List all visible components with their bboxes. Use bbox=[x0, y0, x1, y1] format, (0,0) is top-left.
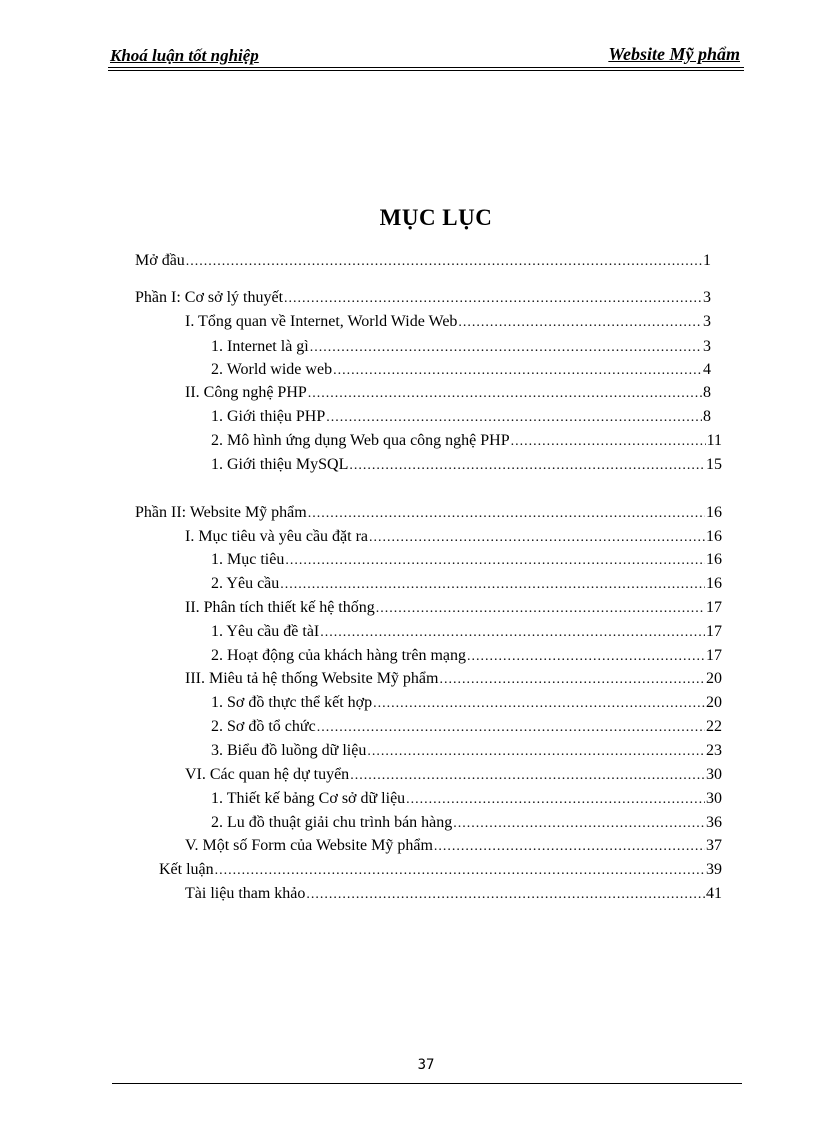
toc-leader-dots bbox=[320, 625, 705, 641]
toc-entry bbox=[211, 361, 711, 383]
toc-entry bbox=[185, 670, 722, 692]
toc-leader-dots bbox=[511, 434, 706, 450]
toc-leader-dots bbox=[373, 696, 705, 712]
toc-entry-label: I. Tổng quan về Internet, World Wide Web bbox=[185, 313, 458, 330]
toc-entry-page: 3 bbox=[703, 338, 711, 355]
toc-entry bbox=[185, 528, 722, 550]
toc-entry bbox=[211, 742, 722, 764]
page-number: 37 bbox=[417, 1057, 435, 1073]
toc-leader-dots bbox=[280, 577, 705, 593]
toc-leader-dots bbox=[458, 315, 702, 331]
toc-leader-dots bbox=[467, 649, 705, 665]
toc-leader-dots bbox=[308, 386, 702, 402]
toc-entry-page: 8 bbox=[703, 384, 711, 401]
toc-entry bbox=[211, 551, 722, 573]
toc-entry-page: 23 bbox=[706, 742, 722, 759]
toc-entry-page: 1 bbox=[703, 252, 711, 269]
toc-entry-part-2 bbox=[135, 504, 722, 526]
header-right-title: Website Mỹ phẩm bbox=[608, 44, 740, 64]
toc-leader-dots bbox=[453, 816, 705, 832]
toc-leader-dots bbox=[326, 410, 702, 426]
toc-entry-page: 16 bbox=[706, 575, 722, 592]
toc-entry-page: 4 bbox=[703, 361, 711, 378]
toc-entry-part-1 bbox=[135, 289, 711, 311]
header-rule bbox=[108, 67, 744, 71]
toc-entry-label: II. Công nghệ PHP bbox=[185, 384, 307, 401]
toc-entry-label: 1. Giới thiệu PHP bbox=[211, 408, 326, 425]
toc-entry-page: 20 bbox=[706, 694, 722, 711]
toc-entry-label: 2. World wide web bbox=[211, 361, 333, 378]
toc-entry bbox=[185, 384, 711, 406]
toc-entry-label: 1. Mục tiêu bbox=[211, 551, 285, 568]
toc-entry-label: II. Phân tích thiết kế hệ thống bbox=[185, 599, 375, 616]
toc-leader-dots bbox=[317, 720, 705, 736]
toc-entry-page: 37 bbox=[706, 837, 722, 854]
toc-entry-label: 1. Internet là gì bbox=[211, 338, 309, 355]
toc-entry bbox=[211, 814, 722, 836]
toc-entry-references bbox=[185, 885, 722, 907]
toc-entry-conclusion bbox=[159, 861, 722, 883]
toc-entry-label: VI. Các quan hệ dự tuyển bbox=[185, 766, 350, 783]
toc-entry bbox=[185, 766, 722, 788]
toc-entry-label: 1. Yêu cầu đề tàI bbox=[211, 623, 320, 640]
toc-entry-label: 1. Sơ đồ thực thể kết hợp bbox=[211, 694, 373, 711]
toc-entry-intro bbox=[135, 252, 711, 274]
toc-leader-dots bbox=[186, 254, 702, 270]
toc-leader-dots bbox=[367, 744, 705, 760]
toc-entry-page: 15 bbox=[706, 456, 722, 473]
toc-entry-label: Tài liệu tham khảo bbox=[185, 885, 306, 902]
toc-leader-dots bbox=[310, 340, 702, 356]
toc-entry-label: 2. Mô hình ứng dụng Web qua công nghệ PHP bbox=[211, 432, 510, 449]
toc-entry bbox=[211, 408, 711, 430]
toc-leader-dots bbox=[285, 553, 705, 569]
toc-entry-label: Mở đầu bbox=[135, 252, 185, 269]
toc-leader-dots bbox=[215, 863, 705, 879]
toc-leader-dots bbox=[439, 672, 705, 688]
toc-entry-page: 17 bbox=[706, 647, 722, 664]
toc-leader-dots bbox=[284, 291, 702, 307]
toc-entry-page: 16 bbox=[706, 504, 722, 521]
toc-entry bbox=[185, 837, 722, 859]
toc-entry-label: III. Miêu tả hệ thống Website Mỹ phẩm bbox=[185, 670, 439, 687]
page-header bbox=[108, 44, 744, 68]
toc-entry-page: 41 bbox=[706, 885, 722, 902]
toc-entry bbox=[211, 575, 722, 597]
toc-entry bbox=[211, 647, 722, 669]
toc-entry bbox=[185, 313, 711, 335]
header-left-title: Khoá luận tốt nghiệp bbox=[110, 46, 259, 65]
toc-entry bbox=[185, 599, 722, 621]
toc-entry-label: I. Mục tiêu và yêu cầu đặt ra bbox=[185, 528, 369, 545]
toc-entry-label: V. Một số Form của Website Mỹ phẩm bbox=[185, 837, 433, 854]
toc-entry-page: 11 bbox=[706, 432, 722, 449]
toc-entry-page: 30 bbox=[706, 766, 722, 783]
toc-leader-dots bbox=[350, 768, 705, 784]
toc-leader-dots bbox=[306, 887, 705, 903]
toc-entry-page: 17 bbox=[706, 623, 722, 640]
toc-entry-label: Kết luận bbox=[159, 861, 214, 878]
toc-entry-label: Phần II: Website Mỹ phẩm bbox=[135, 504, 307, 521]
toc-leader-dots bbox=[333, 363, 702, 379]
toc-entry-label: 3. Biểu đồ luồng dữ liệu bbox=[211, 742, 367, 759]
toc-entry-page: 30 bbox=[706, 790, 722, 807]
toc-entry-label: 1. Thiết kế bảng Cơ sở dữ liệu bbox=[211, 790, 406, 807]
toc-entry-page: 3 bbox=[703, 313, 711, 330]
toc-leader-dots bbox=[349, 458, 705, 474]
toc-entry bbox=[211, 694, 722, 716]
toc-entry-label: 2. Sơ đồ tổ chức bbox=[211, 718, 316, 735]
toc-entry-label: Phần I: Cơ sở lý thuyết bbox=[135, 289, 284, 306]
toc-entry-page: 8 bbox=[703, 408, 711, 425]
toc-entry-label: 1. Giới thiệu MySQL bbox=[211, 456, 349, 473]
toc-entry-page: 16 bbox=[706, 551, 722, 568]
toc-entry-page: 36 bbox=[706, 814, 722, 831]
toc-leader-dots bbox=[376, 601, 705, 617]
toc-leader-dots bbox=[406, 792, 705, 808]
toc-entry bbox=[211, 338, 711, 360]
toc-entry-label: 2. Yêu cầu bbox=[211, 575, 280, 592]
toc-entry-page: 17 bbox=[706, 599, 722, 616]
toc-leader-dots bbox=[434, 839, 705, 855]
toc-leader-dots bbox=[369, 530, 705, 546]
toc-entry-page: 39 bbox=[706, 861, 722, 878]
toc-entry bbox=[211, 718, 722, 740]
toc-entry-page: 3 bbox=[703, 289, 711, 306]
toc-entry-page: 20 bbox=[706, 670, 722, 687]
toc-entry-page: 22 bbox=[706, 718, 722, 735]
page-title: MỤC LỤC bbox=[379, 205, 493, 230]
footer-rule bbox=[112, 1083, 742, 1084]
toc-entry-page: 16 bbox=[706, 528, 722, 545]
toc-leader-dots bbox=[308, 506, 705, 522]
toc-entry bbox=[211, 790, 722, 812]
toc-entry-label: 2. Hoạt động của khách hàng trên mạng bbox=[211, 647, 467, 664]
toc-entry bbox=[211, 623, 722, 645]
toc-entry bbox=[211, 456, 722, 478]
toc-entry bbox=[211, 432, 722, 454]
toc-entry-label: 2. Lu đồ thuật giải chu trình bán hàng bbox=[211, 814, 453, 831]
